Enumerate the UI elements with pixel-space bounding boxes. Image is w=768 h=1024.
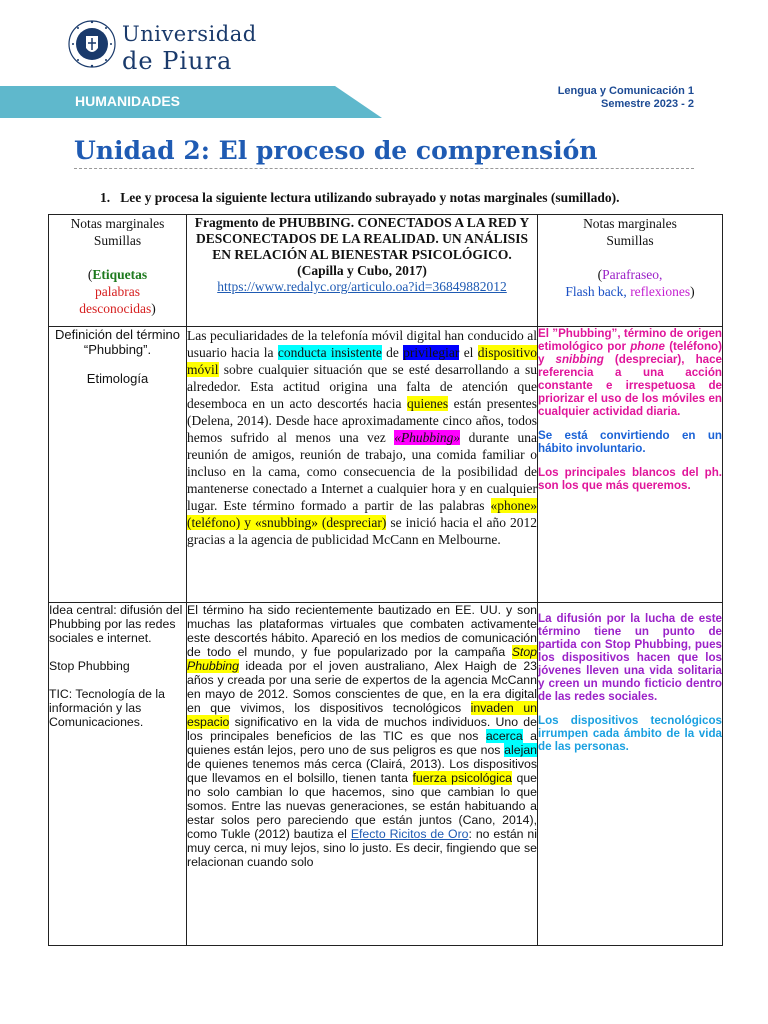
source-link[interactable]: https://www.redalyc.org/articulo.oa?id=36849882012 bbox=[217, 279, 507, 294]
left-header-tag-desconocidas: desconocidas) bbox=[79, 301, 156, 316]
left-header-line2: Sumillas bbox=[93, 233, 142, 248]
department-label: HUMANIDADES bbox=[75, 93, 180, 109]
reading-row-1 bbox=[49, 327, 723, 603]
university-seal-logo bbox=[68, 14, 116, 74]
instruction-text: Lee y procesa la siguiente lectura utilizando subrayado y notas marginales (sumillado). bbox=[120, 190, 620, 205]
row1-left-etymology: Etimología bbox=[86, 371, 149, 386]
highlight-conducta: conducta insistente bbox=[277, 345, 382, 360]
highlight-invaden: invaden un espacio bbox=[187, 701, 537, 729]
logo-wordmark-line2: de Piura bbox=[122, 47, 233, 75]
reading-title: Fragmento de PHUBBING. CONECTADOS A LA RED Y DESCONECTADOS DE LA REALIDAD. UN ANÁLISIS EN RELACIÓN AL BIENESTAR PSICOLÓGICO. bbox=[194, 215, 530, 262]
highlight-phubbing: «Phubbing» bbox=[394, 430, 461, 445]
right-header-line1: Notas marginales bbox=[583, 216, 677, 231]
left-header-tag-palabras: palabras bbox=[95, 284, 140, 299]
row2-left-tic: TIC: Tecnología de la información y las Comunicaciones. bbox=[49, 687, 165, 729]
reading-header-cell bbox=[187, 215, 538, 327]
reading-citation: (Capilla y Cubo, 2017) bbox=[297, 263, 427, 278]
right-header-tag-parafraseo: (Parafraseo, bbox=[597, 267, 663, 282]
reading-row-2 bbox=[49, 603, 723, 946]
row2-left-central-idea: Idea central: difusión del Phubbing por las redes sociales e internet. bbox=[49, 603, 183, 645]
row2-note-devices: Los dispositivos tecnológicos irrumpen cada ámbito de la vida de las personas. bbox=[538, 714, 722, 753]
highlight-stop-phubbing: Stop Phubbing bbox=[187, 645, 537, 673]
course-name: Lengua y Comunicación 1 bbox=[557, 85, 694, 97]
row2-left-stop-phubbing: Stop Phubbing bbox=[49, 659, 130, 673]
highlight-alejan: alejan bbox=[504, 743, 537, 757]
highlight-acerca: acerca bbox=[485, 729, 523, 743]
logo-wordmark-line1: Universidad bbox=[122, 22, 257, 46]
title-divider bbox=[74, 168, 694, 169]
right-header-line2: Sumillas bbox=[606, 233, 654, 248]
left-header-cell bbox=[49, 215, 187, 327]
left-header-line1: Notas marginales bbox=[70, 216, 165, 231]
highlight-dispositivo: dispositivo móvil bbox=[187, 345, 537, 377]
ricitos-de-oro-link[interactable]: Efecto Ricitos de Oro bbox=[350, 827, 469, 841]
row1-left-definition: Definición del término “Phubbing”. bbox=[54, 327, 180, 357]
instruction bbox=[100, 190, 620, 206]
highlight-fuerza: fuerza psicológica bbox=[412, 771, 512, 785]
row1-note-paraphrase: El ”Phubbing”, término de origen etimológico por phone (teléfono) y snibbing (despreciar), hace referencia a una acción constante e irrespetuosa de priorizar el uso de los móviles en cualquier actividad diaria. bbox=[538, 327, 723, 418]
row1-paragraph: Las peculiaridades de la telefonía móvil digital han conducido al usuario hacia la conducta insistente de privilegiar el dispositivo móvil sobre cualquier situación que se esté desarrollando a su alrededor. Esta actitud origina una falta de atención que desemboca en un acto descortés hacia quienes están presentes (Delena, 2014). Desde hace aproximadamente cinco años, todos hemos sufrido al menos una vez «Phubbing» durante una reunión de amigos, reunión de trabajo, una comida familiar o incluso en la cama, como consecuencia de la posibilidad de mantenerse conectado a Internet a cualquier hora y en cualquier lugar. Este término formado a partir de las palabras «phone» (teléfono) y «snubbing» (despreciar) se inició hacia el año 2012 gracias a la agencia de publicidad McCann en Melbourne. bbox=[187, 327, 538, 603]
row1-note-habit: Se está convirtiendo en un hábito involuntario. bbox=[538, 429, 722, 455]
row1-left-notes bbox=[49, 327, 187, 603]
row2-paragraph: El término ha sido recientemente bautizado en EE. UU. y son muchas las plataformas virtuales que combaten activamente este descortés hábito. Apareció en los medios de comunicación de todo el mundo, y fue popularizado por la campaña Stop Phubbing ideada por el joven australiano, Alex Haigh de 23 años y creada por una serie de expertos de la agencia McCann en mayo de 2012. Somos conscientes de que, en la era digital en que vivimos, los dispositivos tecnológicos invaden un espacio significativo en la vida de muchos individuos. Uno de los principales beneficios de las TIC es que nos acerca a quienes están lejos, pero uno de sus peligros es que nos alejan de quienes tenemos más cerca (Clairá, 2013). Los dispositivos que llevamos en el bolsillo, tienen tanta fuerza psicológica que no solo cambian lo que hacemos, sino que cambian lo que somos. Entre las nuevas generaciones, se están habituando a estar solos pero pareciendo que están juntos (Cano, 2014), como Tukle (2012) bautiza el Efecto Ricitos de Oro: no están ni muy cerca, ni muy lejos, sino lo justo. Es decir, fingiendo que se relacionan cuando solo bbox=[187, 603, 538, 946]
reading-table bbox=[48, 214, 723, 946]
header-row bbox=[49, 215, 723, 327]
instruction-number: 1. bbox=[100, 190, 111, 205]
right-header-cell bbox=[538, 215, 723, 327]
page-title: Unidad 2: El proceso de comprensión bbox=[74, 136, 598, 165]
highlight-privilegiar: privilegiar bbox=[403, 345, 460, 360]
highlight-phone-snubbing: «phone» (teléfono) y «snubbing» (despreciar) bbox=[187, 498, 537, 530]
row1-note-targets: Los principales blancos del ph. son los que más queremos. bbox=[538, 466, 722, 492]
right-header-tags-flashback-reflexiones: Flash back, reflexiones) bbox=[565, 284, 695, 299]
department-band bbox=[0, 86, 382, 118]
row2-note-diffusion: La difusión por la lucha de este término tiene un punto de partida con Stop Phubbing, pues los dispositivos hacen que los jóvenes lleven una vida solitaria y creen un mundo ficticio dentro de las redes sociales. bbox=[538, 612, 722, 703]
highlight-quienes: quienes bbox=[406, 396, 449, 411]
row1-right-notes bbox=[538, 327, 723, 603]
left-header-tag-etiquetas: (Etiquetas bbox=[87, 267, 148, 282]
row2-left-notes bbox=[49, 603, 187, 946]
row2-right-notes bbox=[538, 603, 723, 946]
course-semester: Semestre 2023 - 2 bbox=[601, 98, 694, 110]
course-info bbox=[558, 85, 694, 111]
